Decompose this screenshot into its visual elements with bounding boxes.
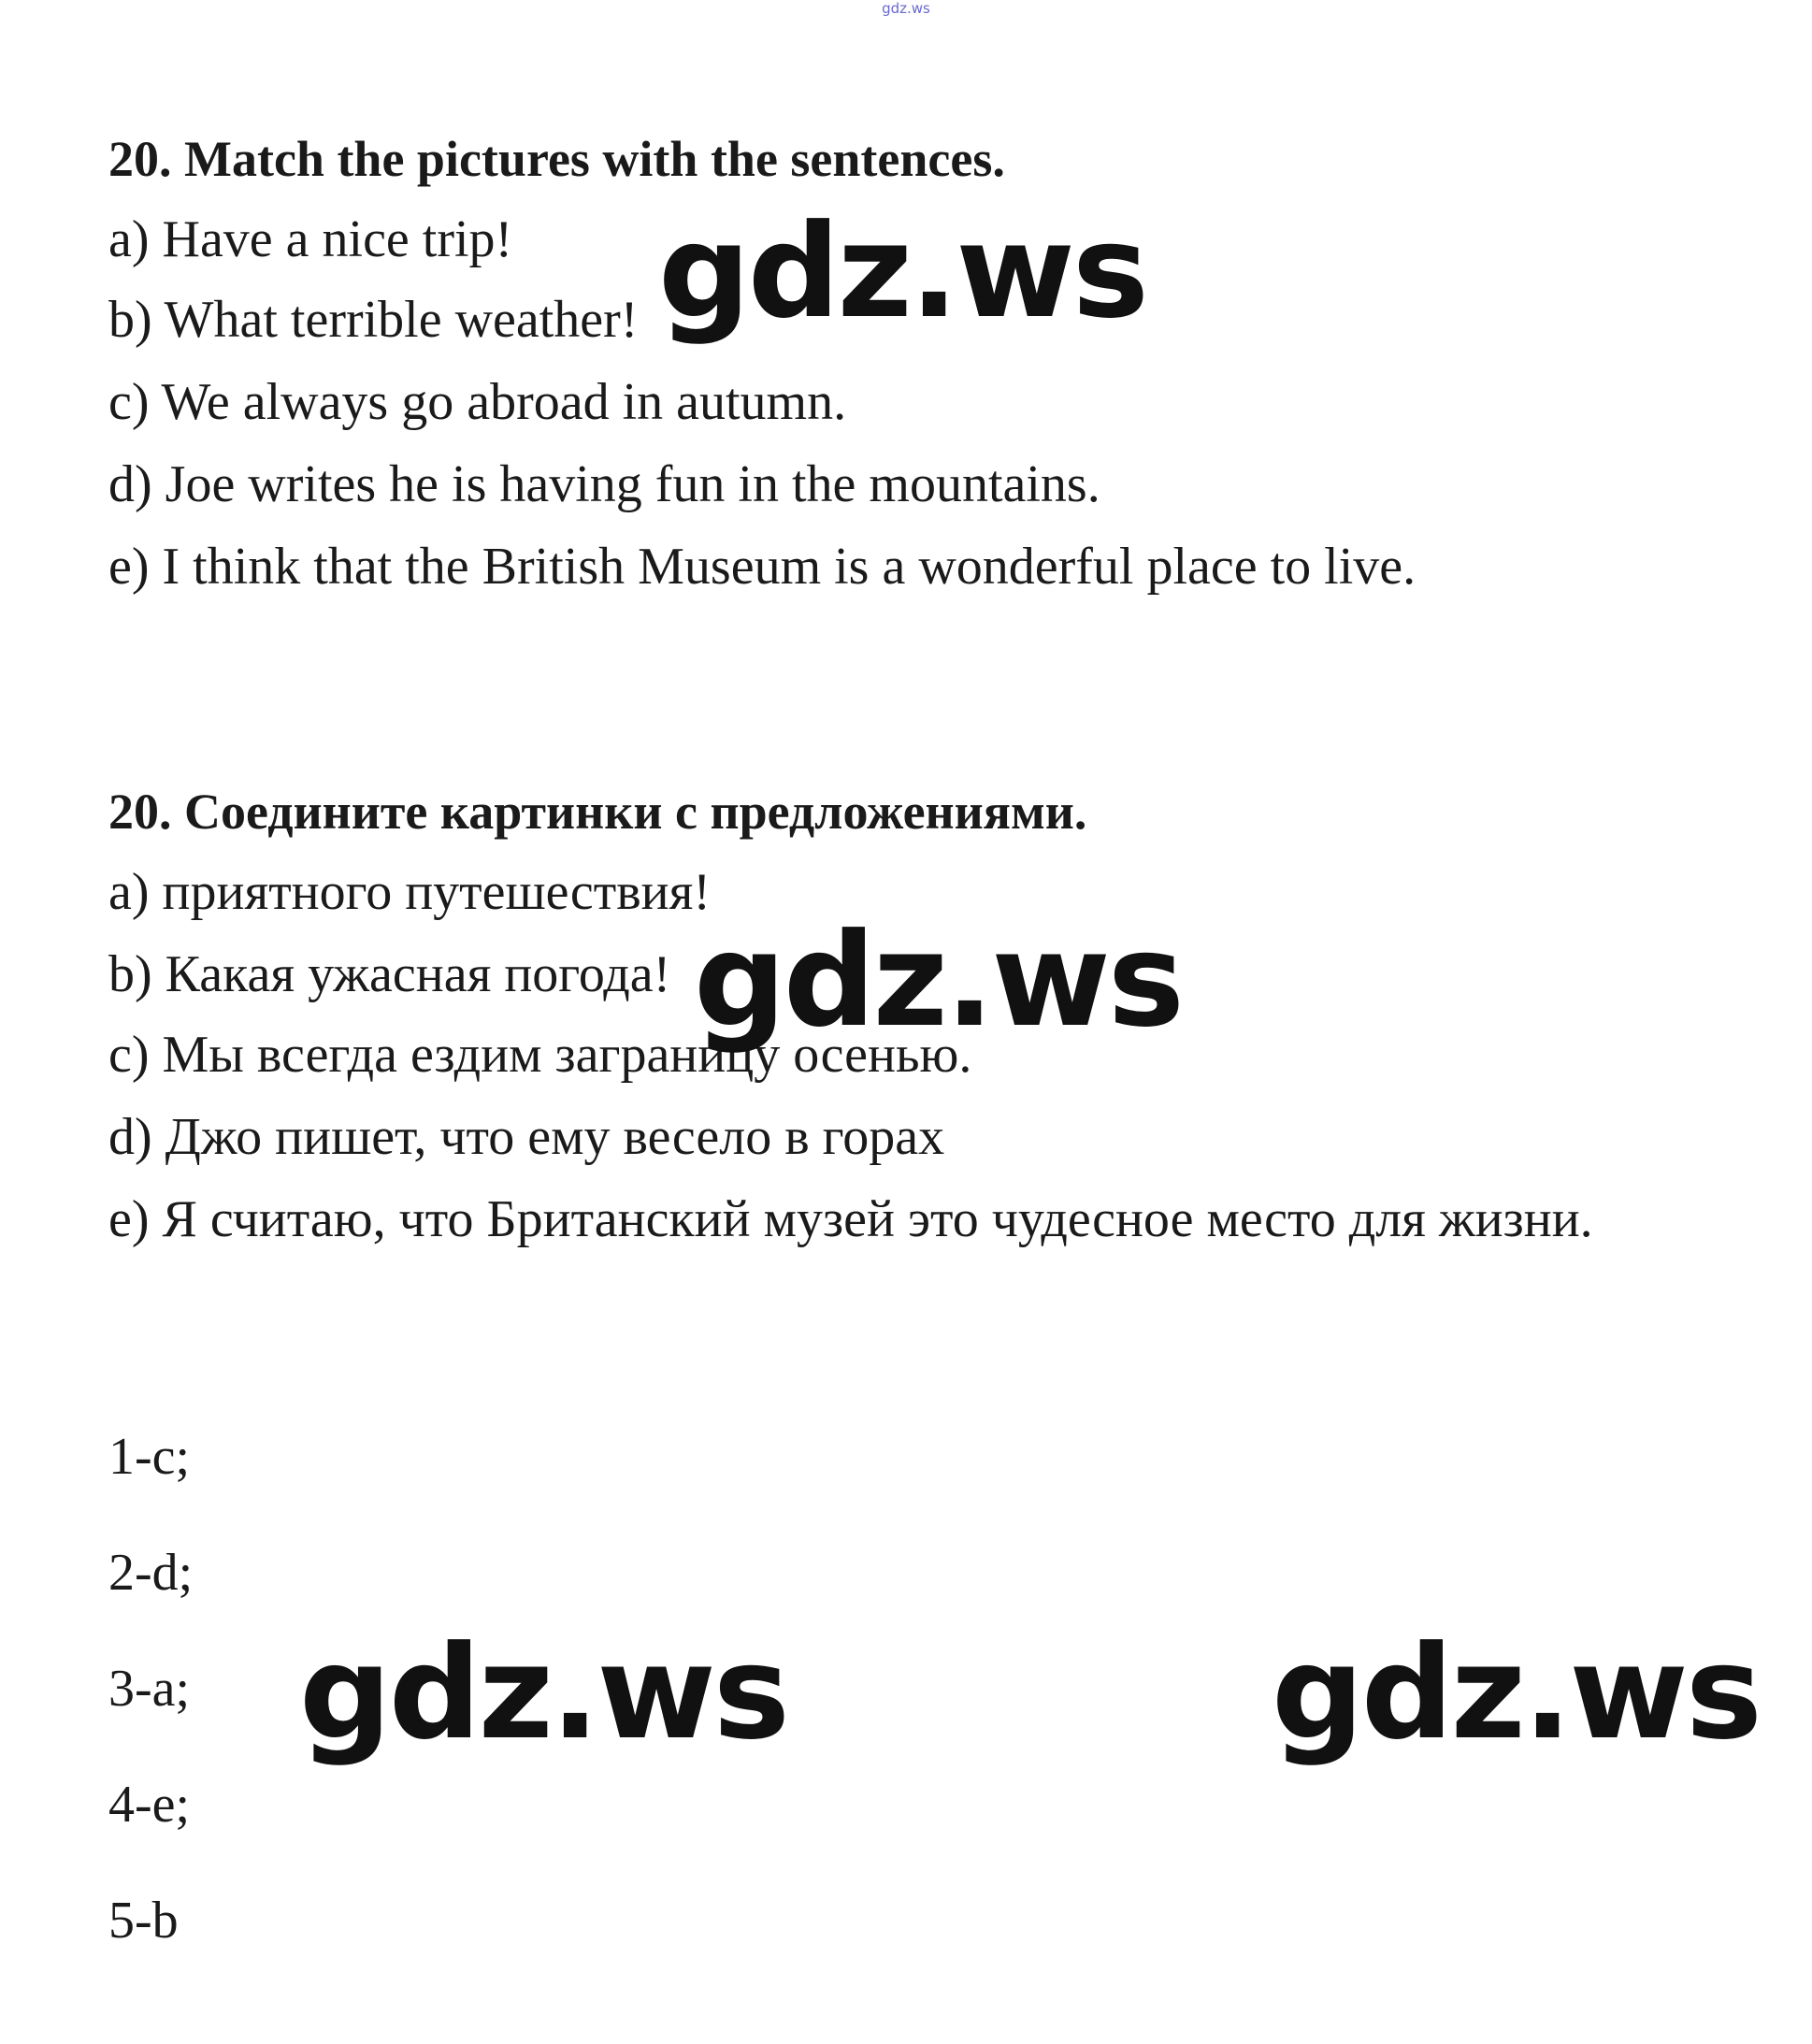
english-sentence-c: c) We always go abroad in autumn. [108, 373, 847, 431]
watermark-logo: gdz.ws [694, 905, 1182, 1056]
answer-5: 5-b [108, 1892, 179, 1950]
english-sentence-b: b) What terrible weather! [108, 291, 639, 349]
top-watermark: gdz.ws [882, 0, 930, 17]
watermark-logo: gdz.ws [1272, 1618, 1760, 1768]
watermark-logo: gdz.ws [658, 196, 1146, 347]
russian-sentence-c: c) Мы всегда ездим заграницу осенью. [108, 1026, 972, 1084]
english-sentence-e: e) I think that the British Museum is a wonderful place to live. [108, 538, 1417, 596]
russian-sentence-d: d) Джо пишет, что ему весело в горах [108, 1108, 945, 1166]
russian-heading: 20. Соедините картинки с предложениями. [108, 784, 1087, 840]
answer-1: 1-c; [108, 1428, 191, 1486]
russian-sentence-b: b) Какая ужасная погода! [108, 945, 671, 1003]
answer-4: 4-e; [108, 1776, 191, 1834]
english-heading: 20. Match the pictures with the sentences. [108, 131, 1005, 187]
russian-sentence-a: a) приятного путешествия! [108, 863, 712, 921]
english-sentence-d: d) Joe writes he is having fun in the mountains. [108, 455, 1100, 513]
russian-sentence-e: e) Я считаю, что Британский музей это чудесное место для жизни. [108, 1190, 1593, 1248]
watermark-logo: gdz.ws [299, 1618, 787, 1768]
answer-3: 3-a; [108, 1660, 191, 1718]
answer-2: 2-d; [108, 1544, 194, 1602]
english-sentence-a: a) Have a nice trip! [108, 210, 513, 268]
